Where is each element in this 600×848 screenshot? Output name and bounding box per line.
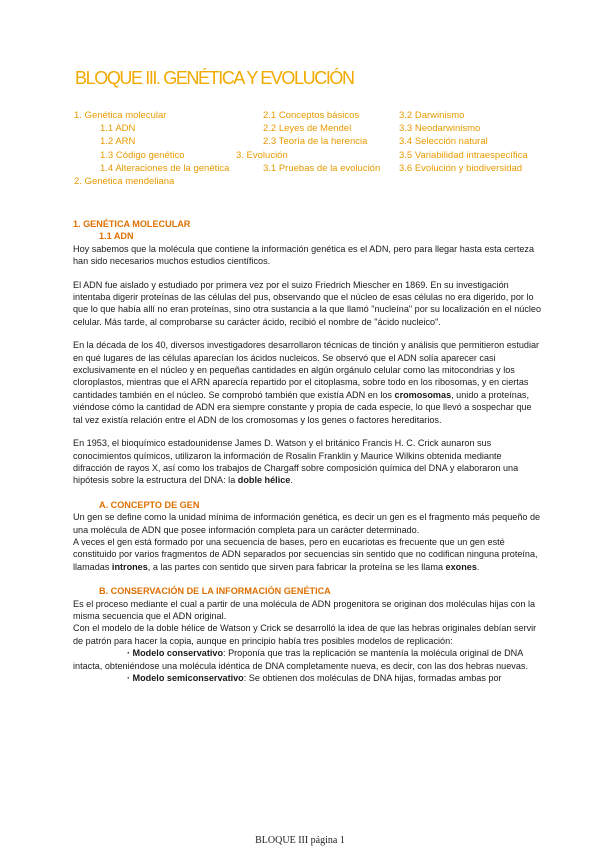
toc-column-1 [74, 109, 229, 188]
paragraph: El ADN fue aislado y estudiado por primera vez por el suizo Friedrich Miescher en 1869. En su investigación intentaba digerir proteínas de las células del pus, observando que el núcleo de esas células no era digerido, por lo que lo que había allí no eran proteínas, sino otra sustancia a la que llamó "nucleína" por su localización en el núcleo celular. Más tarde, al comprobarse su carácter ácido, recibió el nombre de "ácido nucleico". [73, 279, 542, 327]
toc-column-3 [399, 109, 528, 175]
toc-item[interactable]: 2. Genética mendeliana [74, 175, 175, 187]
toc-item[interactable]: 3.2 Darwinismo [399, 110, 465, 121]
section-heading: B. CONSERVACIÓN DE LA INFORMACIÓN GENÉTICA [99, 586, 331, 597]
paragraph: Con el modelo de la doble hélice de Watson y Crick se desarrolló la idea de que las hebras originales debían servir de patrón para hacer la copia, aunque en principio había tres posibles modelos de replicación: [73, 623, 537, 646]
subsection-heading: 1.1 ADN [99, 231, 134, 242]
paragraph: Es el proceso mediante el cual a partir de una molécula de ADN progenitora se originan dos moléculas hijas con la misma secuencia que el ADN original. [73, 598, 536, 621]
toc-item[interactable]: 3.6 Evolución y biodiversidad [399, 162, 523, 174]
bold-term: · Modelo conservativo [127, 648, 224, 659]
toc-item[interactable]: 1.2 ARN [100, 136, 136, 148]
bold-term: doble hélice [237, 475, 291, 486]
list-item [73, 672, 543, 684]
text-run: : Se obtienen dos moléculas de DNA hijas, formadas ambas por [243, 673, 502, 683]
text-run: , a las partes con sentido que sirven para fabricar la proteína se les llama [147, 561, 446, 572]
toc-item[interactable]: 1.1 ADN [100, 123, 136, 135]
text-run: En 1953, el bioquímico estadounidense James D. Watson y el británico Francis H. C. Crick aunaron sus conocimientos químicos, utilizaron la información de Rosalin Franklin y Maurice Wilkins obtenida mediante difracción de rayos X, así como los trabajos de Chargaff sobre composición química del DNA y elaboraron una hipótesis sobre la estructura del DNA: la [73, 438, 519, 486]
text-run: , unido a proteínas, viéndose cómo la cantidad de ADN era siempre constante y propia de cada especie, lo que llevó a sospechar que tal vez existía relación entre el ADN de los cromosomas y los genes o factores hereditarios. [73, 389, 532, 425]
toc-item[interactable]: 1.4 Alteraciones de la genética [100, 162, 230, 174]
bold-term: cromosomas [394, 389, 452, 400]
text-run: : Proponía que tras la replicación se mantenía la molécula original de DNA intacta, obteniéndose una molécula idéntica de DNA completamente nueva, es decir, con las dos hebras nuevas. [73, 648, 528, 671]
list-item [73, 647, 543, 672]
paragraph [73, 536, 543, 573]
bold-term: exones [445, 561, 477, 572]
toc-item[interactable]: 3.4 Selección natural [399, 136, 488, 148]
paragraph [73, 339, 543, 426]
bold-term: · Modelo semiconservativo [127, 673, 244, 683]
toc-item[interactable]: 1.3 Código genético [100, 149, 185, 161]
section-heading: 1. GENÉTICA MOLECULAR [73, 219, 191, 229]
toc-item[interactable]: 3.1 Pruebas de la evolución [263, 162, 381, 174]
toc-item[interactable]: 3.5 Variabilidad intraespecífica [399, 149, 528, 161]
text-run: . [476, 561, 480, 572]
bold-term: intrones [111, 561, 148, 572]
paragraph: Un gen se define como la unidad mínima de información genética, es decir un gen es el fragmento más pequeño de una molécula de ADN que posee información completa para un carácter determinado. [73, 512, 541, 535]
page-footer: BLOQUE III página 1 [255, 835, 345, 846]
toc-item[interactable]: 2.3 Teoría de la herencia [263, 136, 368, 148]
document-body [73, 218, 543, 684]
paragraph [73, 437, 543, 487]
section-heading: A. CONCEPTO DE GEN [99, 499, 200, 510]
text-run: En la década de los 40, diversos investigadores desarrollaron técnicas de tinción y análisis que permitieron estudiar en qué lugares de las células aparecían los ácidos nucleicos. Se observó que el ADN solía aparecer casi exclusivamente en el núcleo y en pequeñas cantidades en algún orgánulo celular como las mitocondrias y los cloroplastos, mientras que el ARN aparecía repartido por el citoplasma, sobre todo en los ribosomas, y en ciertas cantidades también en el núcleo. Se comprobó también que existía ADN en los [73, 340, 540, 400]
toc-item[interactable]: 2.2 Leyes de Mendel [263, 123, 352, 135]
paragraph: Hoy sabemos que la molécula que contiene la información genética es el ADN, pero para llegar hasta esta certeza han sido necesarios muchos estudios científicos. [73, 243, 535, 267]
toc-item[interactable]: 3.3 Neodarwinismo [399, 123, 481, 135]
toc-item[interactable]: 2.1 Conceptos básicos [263, 110, 360, 121]
document-title: BLOQUE III. GENÉTICA Y EVOLUCIÓN [75, 68, 354, 88]
text-run: A veces el gen está formado por una secuencia de bases, pero en eucariotas es frecuente que un gen esté constituido por varios fragmentos de ADN separados por secuencias sin sentido que no codifican ninguna proteína, llamadas [73, 536, 538, 572]
text-run: . [290, 475, 293, 486]
toc-item[interactable]: 1. Genética molecular [74, 110, 167, 121]
toc-item[interactable]: 3. Evolución [236, 149, 288, 161]
toc-column-2 [236, 109, 380, 175]
